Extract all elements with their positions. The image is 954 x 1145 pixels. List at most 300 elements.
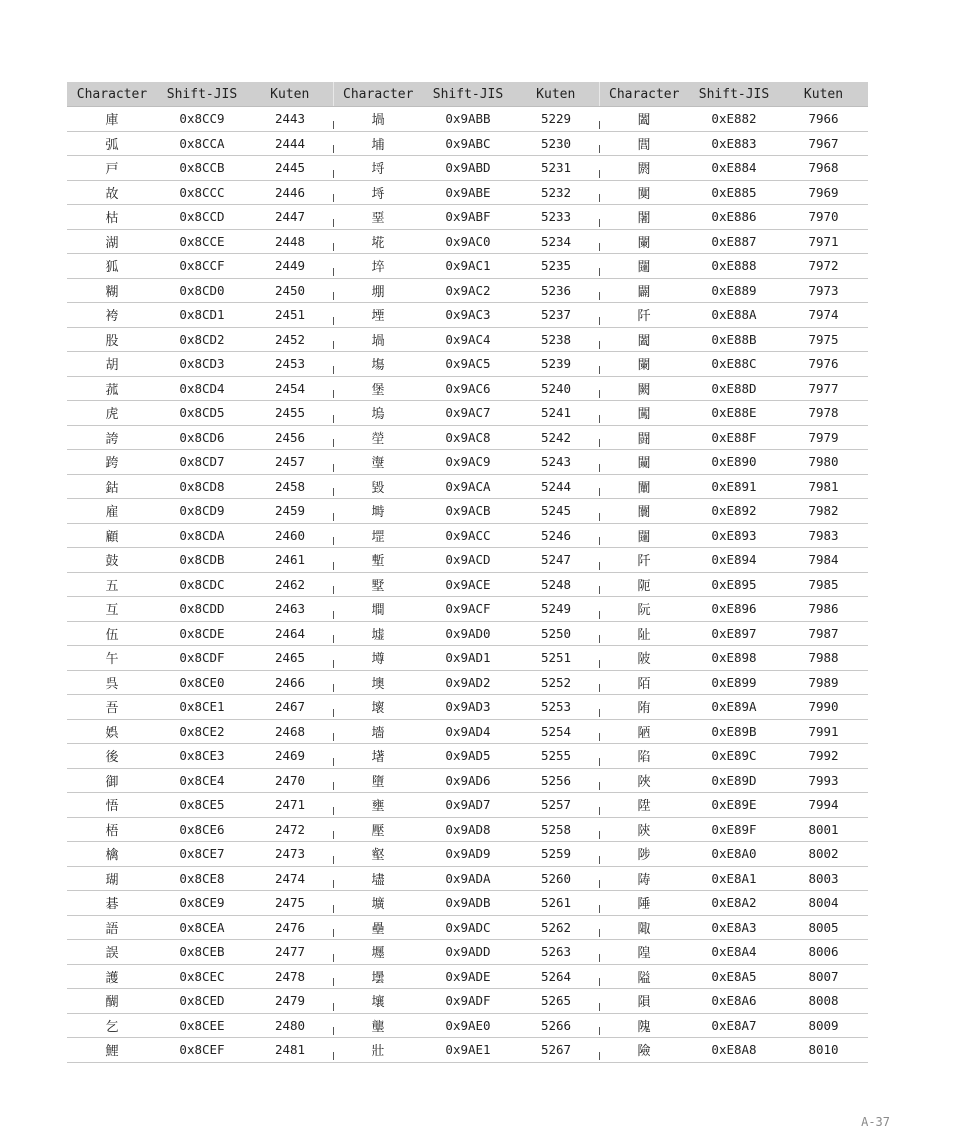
kuten-cell: 2479	[247, 989, 333, 1014]
kuten-cell: 5243	[513, 450, 599, 475]
column-header: Shift-JIS	[689, 82, 779, 107]
character-cell: 股	[67, 327, 157, 352]
character-cell: 壅	[333, 793, 423, 818]
shift-jis-cell: 0xE888	[689, 254, 779, 279]
column-header: Kuten	[779, 82, 868, 107]
character-cell: 毀	[333, 474, 423, 499]
table-row	[67, 156, 868, 181]
kuten-cell: 7969	[779, 180, 868, 205]
kuten-cell: 7986	[779, 597, 868, 622]
kuten-cell: 7966	[779, 107, 868, 132]
character-cell: 堙	[333, 303, 423, 328]
character-cell: 埖	[333, 229, 423, 254]
kuten-cell: 2471	[247, 793, 333, 818]
character-cell: 故	[67, 180, 157, 205]
character-cell: 互	[67, 597, 157, 622]
kuten-cell: 2473	[247, 842, 333, 867]
shift-jis-cell: 0x8CEE	[157, 1013, 247, 1038]
character-cell: 塲	[333, 352, 423, 377]
character-cell: 塢	[333, 401, 423, 426]
kuten-cell: 7990	[779, 695, 868, 720]
table-row	[67, 229, 868, 254]
kuten-cell: 7992	[779, 744, 868, 769]
shift-jis-cell: 0x9AC5	[423, 352, 513, 377]
kuten-cell: 5251	[513, 646, 599, 671]
shift-jis-cell: 0xE882	[689, 107, 779, 132]
shift-jis-cell: 0x9AD4	[423, 719, 513, 744]
shift-jis-cell: 0x8CE0	[157, 670, 247, 695]
shift-jis-cell: 0x9ADC	[423, 915, 513, 940]
shift-jis-cell: 0xE8A2	[689, 891, 779, 916]
shift-jis-cell: 0x9ACC	[423, 523, 513, 548]
shift-jis-cell: 0xE897	[689, 621, 779, 646]
character-cell: 閼	[599, 156, 689, 181]
kuten-cell: 5246	[513, 523, 599, 548]
kuten-cell: 2461	[247, 548, 333, 573]
character-cell: 阡	[599, 548, 689, 573]
kuten-cell: 5260	[513, 866, 599, 891]
kuten-cell: 7994	[779, 793, 868, 818]
character-cell: 戸	[67, 156, 157, 181]
character-cell: 隕	[599, 989, 689, 1014]
character-cell: 墹	[333, 597, 423, 622]
character-cell: 塹	[333, 548, 423, 573]
table-row	[67, 376, 868, 401]
kuten-cell: 8002	[779, 842, 868, 867]
shift-jis-cell: 0xE88D	[689, 376, 779, 401]
table-row	[67, 278, 868, 303]
table-body	[67, 107, 868, 1063]
kuten-cell: 8004	[779, 891, 868, 916]
kuten-cell: 5264	[513, 964, 599, 989]
character-cell: 醐	[67, 989, 157, 1014]
character-cell: 墻	[333, 719, 423, 744]
table-row	[67, 597, 868, 622]
kuten-cell: 5244	[513, 474, 599, 499]
shift-jis-cell: 0xE88A	[689, 303, 779, 328]
kuten-cell: 7968	[779, 156, 868, 181]
kuten-cell: 5249	[513, 597, 599, 622]
character-cell: 五	[67, 572, 157, 597]
kuten-cell: 2456	[247, 425, 333, 450]
table-row	[67, 572, 868, 597]
shift-jis-cell: 0x8CC9	[157, 107, 247, 132]
table-row	[67, 1013, 868, 1038]
column-header: Kuten	[247, 82, 333, 107]
kuten-cell: 2474	[247, 866, 333, 891]
shift-jis-cell: 0x9AE0	[423, 1013, 513, 1038]
kuten-cell: 8003	[779, 866, 868, 891]
shift-jis-cell: 0x9AC8	[423, 425, 513, 450]
shift-jis-cell: 0x8CE1	[157, 695, 247, 720]
shift-jis-cell: 0x8CD6	[157, 425, 247, 450]
shift-jis-cell: 0x9AD6	[423, 768, 513, 793]
shift-jis-cell: 0x8CD7	[157, 450, 247, 475]
shift-jis-cell: 0xE885	[689, 180, 779, 205]
kuten-cell: 8006	[779, 940, 868, 965]
character-cell: 隗	[599, 1013, 689, 1038]
table-row	[67, 107, 868, 132]
shift-jis-cell: 0x9AC4	[423, 327, 513, 352]
shift-jis-cell: 0x9AD8	[423, 817, 513, 842]
table-row	[67, 1038, 868, 1063]
shift-jis-cell: 0x8CE9	[157, 891, 247, 916]
shift-jis-cell: 0x9ADB	[423, 891, 513, 916]
kuten-cell: 5230	[513, 131, 599, 156]
shift-jis-cell: 0xE8A5	[689, 964, 779, 989]
character-cell: 菰	[67, 376, 157, 401]
kuten-cell: 8001	[779, 817, 868, 842]
table-row	[67, 793, 868, 818]
shift-jis-cell: 0xE884	[689, 156, 779, 181]
table-row	[67, 891, 868, 916]
shift-jis-cell: 0x8CE4	[157, 768, 247, 793]
table-row	[67, 303, 868, 328]
character-cell: 陞	[599, 793, 689, 818]
character-cell: 陬	[599, 915, 689, 940]
shift-jis-cell: 0x9AC2	[423, 278, 513, 303]
character-cell: 壞	[333, 695, 423, 720]
kuten-cell: 2454	[247, 376, 333, 401]
shift-jis-cell: 0x9AD1	[423, 646, 513, 671]
character-cell: 陂	[599, 646, 689, 671]
column-header: Kuten	[513, 82, 599, 107]
table-row	[67, 940, 868, 965]
shift-jis-cell: 0x8CD8	[157, 474, 247, 499]
kuten-cell: 2465	[247, 646, 333, 671]
kuten-cell: 2450	[247, 278, 333, 303]
character-cell: 闔	[599, 327, 689, 352]
kuten-cell: 7982	[779, 499, 868, 524]
character-cell: 伍	[67, 621, 157, 646]
shift-jis-cell: 0x8CEF	[157, 1038, 247, 1063]
kuten-cell: 2466	[247, 670, 333, 695]
shift-jis-cell: 0x9ABB	[423, 107, 513, 132]
table-row	[67, 866, 868, 891]
shift-jis-cell: 0xE89C	[689, 744, 779, 769]
character-cell: 狐	[67, 254, 157, 279]
character-cell: 墅	[333, 572, 423, 597]
shift-jis-cell: 0xE890	[689, 450, 779, 475]
shift-jis-cell: 0xE892	[689, 499, 779, 524]
character-cell: 闖	[599, 401, 689, 426]
shift-jis-cell: 0xE891	[689, 474, 779, 499]
shift-jis-cell: 0x8CDA	[157, 523, 247, 548]
character-cell: 湖	[67, 229, 157, 254]
kuten-cell: 7983	[779, 523, 868, 548]
table-row	[67, 254, 868, 279]
character-cell: 梧	[67, 817, 157, 842]
kuten-cell: 2458	[247, 474, 333, 499]
table-row	[67, 989, 868, 1014]
kuten-cell: 5237	[513, 303, 599, 328]
table-row	[67, 768, 868, 793]
kuten-cell: 5242	[513, 425, 599, 450]
character-cell: 埓	[333, 180, 423, 205]
character-cell: 鼓	[67, 548, 157, 573]
kuten-cell: 5245	[513, 499, 599, 524]
table-row	[67, 180, 868, 205]
shift-jis-cell: 0x8CDC	[157, 572, 247, 597]
kuten-cell: 5262	[513, 915, 599, 940]
character-cell: 誤	[67, 940, 157, 965]
shift-jis-cell: 0x9AC6	[423, 376, 513, 401]
character-cell: 陜	[599, 768, 689, 793]
character-cell: 閭	[599, 131, 689, 156]
character-cell: 枯	[67, 205, 157, 230]
kuten-cell: 5250	[513, 621, 599, 646]
shift-jis-cell: 0x9ABE	[423, 180, 513, 205]
shift-jis-cell: 0x8CE7	[157, 842, 247, 867]
shift-jis-cell: 0xE89D	[689, 768, 779, 793]
kuten-cell: 2480	[247, 1013, 333, 1038]
character-cell: 呉	[67, 670, 157, 695]
character-cell: 壙	[333, 891, 423, 916]
character-cell: 闡	[599, 474, 689, 499]
kuten-cell: 5255	[513, 744, 599, 769]
shift-jis-cell: 0xE89A	[689, 695, 779, 720]
shift-jis-cell: 0x8CD1	[157, 303, 247, 328]
shift-jis-cell: 0xE8A4	[689, 940, 779, 965]
character-cell: 陝	[599, 817, 689, 842]
character-cell: 陦	[599, 866, 689, 891]
shift-jis-cell: 0x8CE3	[157, 744, 247, 769]
shift-jis-cell: 0xE895	[689, 572, 779, 597]
shift-jis-cell: 0xE8A1	[689, 866, 779, 891]
shift-jis-cell: 0xE89E	[689, 793, 779, 818]
kuten-cell: 5248	[513, 572, 599, 597]
column-header: Shift-JIS	[423, 82, 513, 107]
kuten-cell: 7970	[779, 205, 868, 230]
shift-jis-cell: 0xE883	[689, 131, 779, 156]
page-number: A-37	[861, 1115, 890, 1129]
table-row	[67, 646, 868, 671]
kuten-cell: 7967	[779, 131, 868, 156]
kuten-cell: 5254	[513, 719, 599, 744]
kuten-cell: 5252	[513, 670, 599, 695]
character-cell: 墸	[333, 744, 423, 769]
kuten-cell: 7988	[779, 646, 868, 671]
character-cell: 闃	[599, 180, 689, 205]
kuten-cell: 5241	[513, 401, 599, 426]
shift-jis-cell: 0xE89B	[689, 719, 779, 744]
shift-jis-cell: 0x9ADD	[423, 940, 513, 965]
character-cell: 壓	[333, 817, 423, 842]
kuten-cell: 2481	[247, 1038, 333, 1063]
shift-jis-cell: 0xE8A3	[689, 915, 779, 940]
kuten-cell: 2468	[247, 719, 333, 744]
character-cell: 埔	[333, 131, 423, 156]
shift-jis-cell: 0xE896	[689, 597, 779, 622]
shift-jis-cell: 0xE8A7	[689, 1013, 779, 1038]
table-row	[67, 523, 868, 548]
character-cell: 墮	[333, 768, 423, 793]
character-cell: 塒	[333, 499, 423, 524]
shift-jis-kuten-table	[67, 82, 868, 1063]
kuten-cell: 7979	[779, 425, 868, 450]
table-row	[67, 327, 868, 352]
character-cell: 闥	[599, 523, 689, 548]
character-cell: 陏	[599, 695, 689, 720]
column-header: Character	[67, 82, 157, 107]
character-cell: 弧	[67, 131, 157, 156]
kuten-cell: 5232	[513, 180, 599, 205]
kuten-cell: 5233	[513, 205, 599, 230]
kuten-cell: 2457	[247, 450, 333, 475]
shift-jis-cell: 0xE898	[689, 646, 779, 671]
shift-jis-cell: 0x8CDB	[157, 548, 247, 573]
shift-jis-cell: 0xE889	[689, 278, 779, 303]
character-cell: 闚	[599, 450, 689, 475]
shift-jis-cell: 0x9AC3	[423, 303, 513, 328]
shift-jis-cell: 0x9ACA	[423, 474, 513, 499]
character-cell: 壗	[333, 866, 423, 891]
kuten-cell: 5258	[513, 817, 599, 842]
shift-jis-cell: 0x8CD4	[157, 376, 247, 401]
kuten-cell: 7993	[779, 768, 868, 793]
shift-jis-cell: 0x9ADE	[423, 964, 513, 989]
shift-jis-cell: 0x9ABF	[423, 205, 513, 230]
table-row	[67, 352, 868, 377]
kuten-cell: 7971	[779, 229, 868, 254]
shift-jis-cell: 0xE893	[689, 523, 779, 548]
kuten-cell: 5236	[513, 278, 599, 303]
kuten-cell: 5265	[513, 989, 599, 1014]
shift-jis-cell: 0x8CDF	[157, 646, 247, 671]
character-cell: 跨	[67, 450, 157, 475]
shift-jis-cell: 0x8CCC	[157, 180, 247, 205]
character-cell: 壤	[333, 989, 423, 1014]
shift-jis-cell: 0x9ACD	[423, 548, 513, 573]
kuten-cell: 5267	[513, 1038, 599, 1063]
kuten-cell: 7985	[779, 572, 868, 597]
shift-jis-cell: 0xE8A0	[689, 842, 779, 867]
character-cell: 鈷	[67, 474, 157, 499]
shift-jis-cell: 0xE89F	[689, 817, 779, 842]
shift-jis-cell: 0xE88F	[689, 425, 779, 450]
shift-jis-cell: 0x9ACE	[423, 572, 513, 597]
table-row	[67, 131, 868, 156]
shift-jis-cell: 0x8CEB	[157, 940, 247, 965]
kuten-cell: 8008	[779, 989, 868, 1014]
character-cell: 陟	[599, 842, 689, 867]
kuten-cell: 7973	[779, 278, 868, 303]
character-cell: 語	[67, 915, 157, 940]
character-cell: 阨	[599, 572, 689, 597]
character-cell: 顧	[67, 523, 157, 548]
table-row	[67, 719, 868, 744]
encoding-table-container	[67, 82, 868, 1063]
shift-jis-cell: 0x9AC7	[423, 401, 513, 426]
character-cell: 乞	[67, 1013, 157, 1038]
kuten-cell: 2453	[247, 352, 333, 377]
kuten-cell: 2444	[247, 131, 333, 156]
table-row	[67, 744, 868, 769]
character-cell: 堋	[333, 278, 423, 303]
kuten-cell: 2443	[247, 107, 333, 132]
kuten-cell: 5239	[513, 352, 599, 377]
table-header-row	[67, 82, 868, 107]
character-cell: 瑚	[67, 866, 157, 891]
character-cell: 堝	[333, 107, 423, 132]
kuten-cell: 2470	[247, 768, 333, 793]
character-cell: 虎	[67, 401, 157, 426]
shift-jis-cell: 0x9AC0	[423, 229, 513, 254]
shift-jis-cell: 0x8CD9	[157, 499, 247, 524]
kuten-cell: 2476	[247, 915, 333, 940]
shift-jis-cell: 0x9ABD	[423, 156, 513, 181]
kuten-cell: 2478	[247, 964, 333, 989]
kuten-cell: 2475	[247, 891, 333, 916]
character-cell: 墟	[333, 621, 423, 646]
shift-jis-cell: 0x8CCF	[157, 254, 247, 279]
kuten-cell: 5261	[513, 891, 599, 916]
shift-jis-cell: 0x9AD0	[423, 621, 513, 646]
kuten-cell: 2446	[247, 180, 333, 205]
kuten-cell: 5240	[513, 376, 599, 401]
shift-jis-cell: 0x8CD5	[157, 401, 247, 426]
character-cell: 壘	[333, 915, 423, 940]
kuten-cell: 2477	[247, 940, 333, 965]
character-cell: 悟	[67, 793, 157, 818]
table-row	[67, 548, 868, 573]
shift-jis-cell: 0x9AD5	[423, 744, 513, 769]
kuten-cell: 7981	[779, 474, 868, 499]
character-cell: 陋	[599, 719, 689, 744]
shift-jis-cell: 0x9ACB	[423, 499, 513, 524]
character-cell: 壯	[333, 1038, 423, 1063]
character-cell: 庫	[67, 107, 157, 132]
character-cell: 隍	[599, 940, 689, 965]
character-cell: 陷	[599, 744, 689, 769]
table-row	[67, 817, 868, 842]
character-cell: 闍	[599, 205, 689, 230]
kuten-cell: 7991	[779, 719, 868, 744]
character-cell: 闕	[599, 376, 689, 401]
character-cell: 袴	[67, 303, 157, 328]
shift-jis-cell: 0x8CD0	[157, 278, 247, 303]
shift-jis-cell: 0x9ADF	[423, 989, 513, 1014]
shift-jis-cell: 0x9AD9	[423, 842, 513, 867]
kuten-cell: 5259	[513, 842, 599, 867]
character-cell: 險	[599, 1038, 689, 1063]
kuten-cell: 5247	[513, 548, 599, 573]
shift-jis-cell: 0x8CED	[157, 989, 247, 1014]
shift-jis-cell: 0x9ACF	[423, 597, 513, 622]
character-cell: 阮	[599, 597, 689, 622]
character-cell: 阡	[599, 303, 689, 328]
character-cell: 誇	[67, 425, 157, 450]
column-header: Shift-JIS	[157, 82, 247, 107]
kuten-cell: 8005	[779, 915, 868, 940]
kuten-cell: 7972	[779, 254, 868, 279]
kuten-cell: 7975	[779, 327, 868, 352]
character-cell: 午	[67, 646, 157, 671]
kuten-cell: 2459	[247, 499, 333, 524]
character-cell: 堊	[333, 205, 423, 230]
shift-jis-cell: 0x9ABC	[423, 131, 513, 156]
shift-jis-cell: 0xE899	[689, 670, 779, 695]
kuten-cell: 8009	[779, 1013, 868, 1038]
character-cell: 塋	[333, 425, 423, 450]
shift-jis-cell: 0xE8A6	[689, 989, 779, 1014]
shift-jis-cell: 0x9AD3	[423, 695, 513, 720]
character-cell: 壥	[333, 940, 423, 965]
kuten-cell: 2472	[247, 817, 333, 842]
shift-jis-cell: 0xE886	[689, 205, 779, 230]
shift-jis-cell: 0x9AD2	[423, 670, 513, 695]
character-cell: 御	[67, 768, 157, 793]
